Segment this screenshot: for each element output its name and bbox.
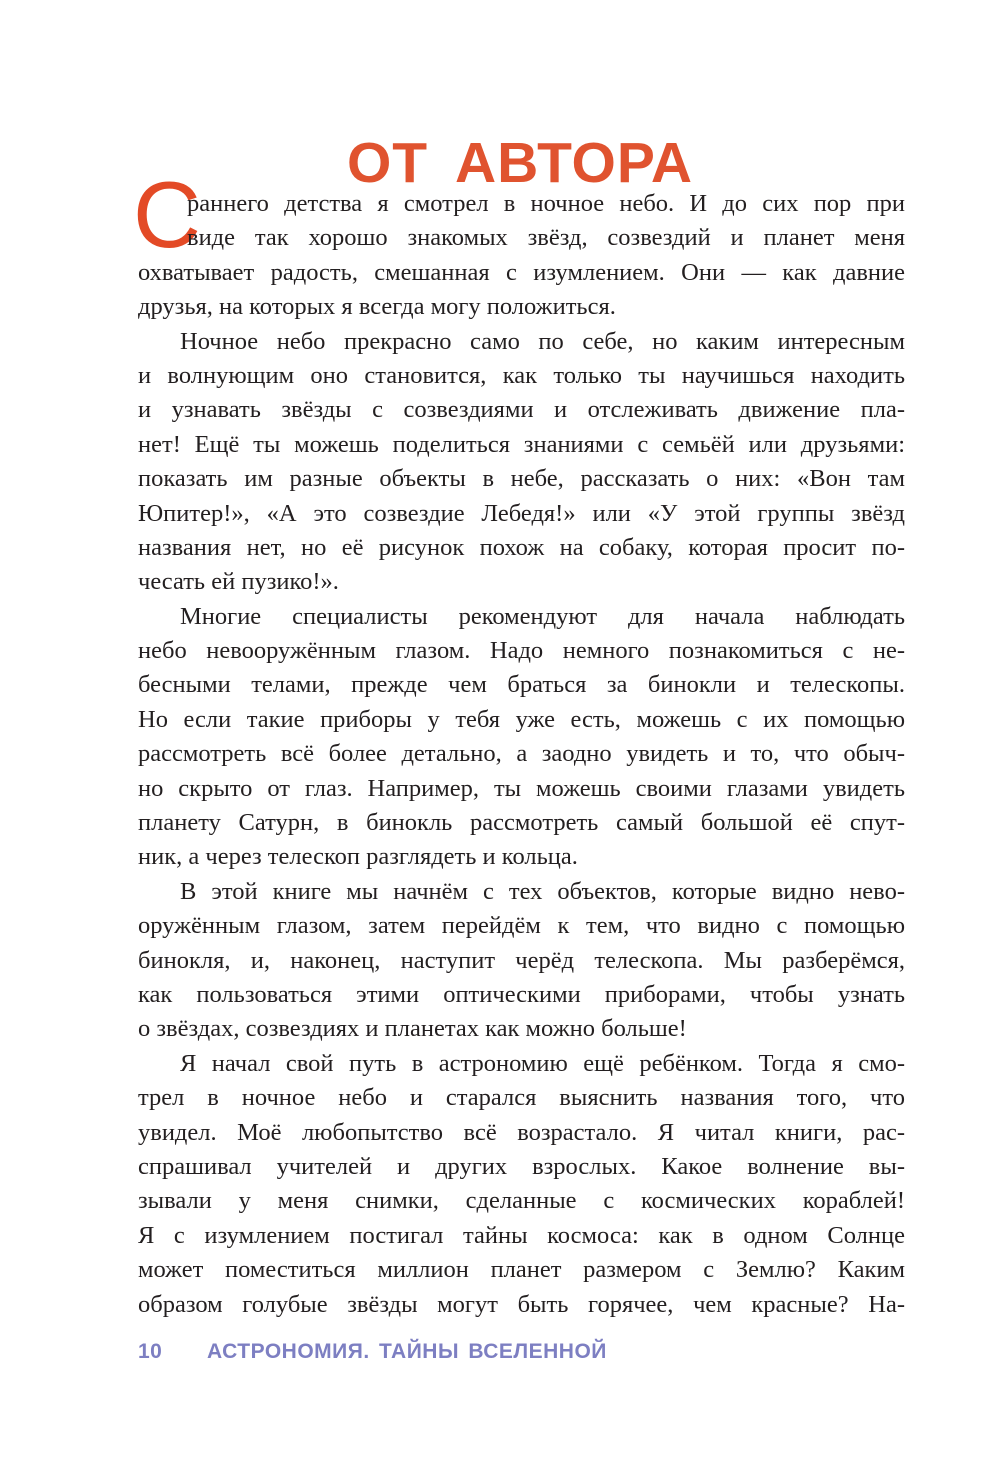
text-line: оружённым глазом, затем перейдём к тем, что видно с помощью (138, 912, 905, 940)
text-line: трел в ночное небо и старался выяснить названия того, что (138, 1084, 905, 1112)
text-line: о звёздах, созвездиях и планетах как можно больше! (138, 1015, 687, 1043)
drop-cap: С (133, 162, 201, 267)
text-line: как пользоваться этими оптическими приборами, чтобы узнать (138, 980, 905, 1008)
text-line: ник, а через телескоп разглядеть и кольца. (138, 843, 578, 871)
text-line: Юпитер!», «А это созвездие Лебедя!» или «У этой группы звёзд (138, 499, 905, 527)
text-line: виде так хорошо знакомых звёзд, созвездий и планет меня (187, 224, 905, 252)
paragraph (138, 187, 905, 325)
page-number: 10 (138, 1340, 163, 1363)
text-line: друзья, на которых я всегда могу положиться. (138, 293, 616, 321)
text-line: может поместиться миллион планет размером с Землю? Каким (138, 1256, 905, 1284)
text-line: небо невооружённым глазом. Надо немного познакомиться с не- (138, 637, 905, 665)
text-line: нет! Ещё ты можешь поделиться знаниями с семьёй или друзьями: (138, 430, 905, 458)
text-line: планету Сатурн, в бинокль рассмотреть самый большой её спут- (138, 809, 905, 837)
text-line: Я начал свой путь в астрономию ещё ребёнком. Тогда я смо- (180, 1049, 905, 1077)
text-line: бинокля, и, наконец, наступит черёд телескопа. Мы разберёмся, (138, 946, 905, 974)
text-line: Но если такие приборы у тебя уже есть, можешь с их помощью (138, 705, 905, 733)
text-line: показать им разные объекты в небе, рассказать о них: «Вон там (138, 465, 905, 493)
paragraph (138, 875, 905, 1047)
text-line: но скрыто от глаз. Например, ты можешь своими глазами увидеть (138, 774, 905, 802)
text-line: и волнующим оно становится, как только ты научишься находить (138, 361, 905, 389)
text-line: образом голубые звёзды могут быть горячее, чем красные? На- (138, 1290, 905, 1318)
text-line: спрашивал учителей и других взрослых. Какое волнение вы- (138, 1152, 905, 1180)
text-line: охватывает радость, смешанная с изумлением. Они — как давние (138, 258, 905, 286)
paragraph (138, 325, 905, 600)
paragraph (138, 1047, 905, 1322)
text-line: Ночное небо прекрасно само по себе, но каким интересным (180, 327, 905, 355)
text-line: чесать ей пузико!». (138, 568, 339, 596)
paragraph (138, 600, 905, 875)
text-line: бесными телами, прежде чем браться за бинокли и телескопы. (138, 671, 905, 699)
text-line: Я с изумлением постигал тайны космоса: как в одном Солнце (138, 1221, 905, 1249)
text-line: увидел. Моё любопытство всё возрастало. Я читал книги, рас- (138, 1118, 905, 1146)
text-line: Многие специалисты рекомендуют для начала наблюдать (180, 602, 905, 630)
text-line: зывали у меня снимки, сделанные с космических кораблей! (138, 1187, 905, 1215)
text-line: В этой книге мы начнём с тех объектов, которые видно нево- (180, 877, 905, 905)
chapter-title: ОТ АВТОРА (346, 131, 694, 196)
text-line: и узнавать звёзды с созвездиями и отслеживать движение пла- (138, 396, 905, 424)
text-line: рассмотреть всё более детально, а заодно увидеть и то, что обыч- (138, 740, 905, 768)
text-line: названия нет, но её рисунок похож на собаку, которая просит по- (138, 533, 905, 561)
body-text (138, 187, 905, 1322)
text-line: раннего детства я смотрел в ночное небо. И до сих пор при (187, 190, 905, 217)
running-book-title: АСТРОНОМИЯ. ТАЙНЫ ВСЕЛЕННОЙ (207, 1340, 607, 1363)
